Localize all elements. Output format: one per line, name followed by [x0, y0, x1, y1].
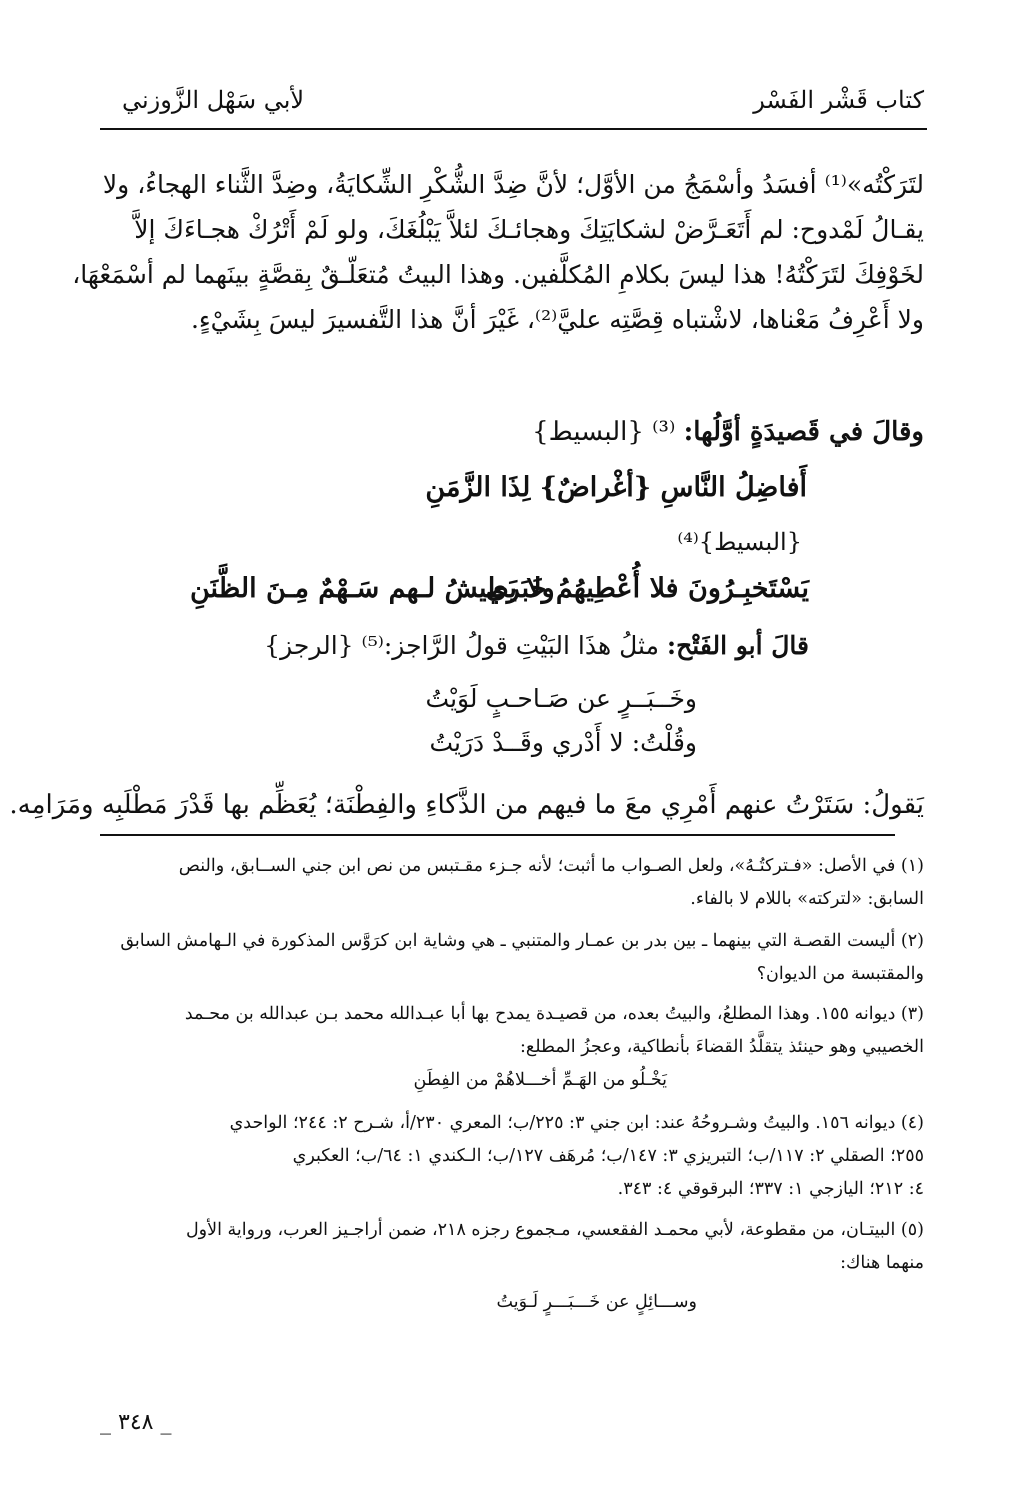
footnote-line: (١) في الأصل: «فـتركتُـهُ»، ولعل الصـواب ما أثبت؛ لأنه جـزء مقـتبس من نص ابن جني الســابق، والنص [178, 856, 924, 876]
abu-alfath-comment [264, 631, 809, 660]
footnote-line: السابق: «لتركته» باللام لا بالفاء. [690, 889, 924, 909]
footnote-3 [94, 998, 924, 1064]
running-header-author: لأبي سَهْل الزَّوزني [122, 86, 305, 114]
footnote-5 [94, 1214, 924, 1280]
footnote-line: الخصيبي وهو حينئذ يتقلَّدُ القضاءَ بأنطاكية، وعجزُ المطلع: [519, 1037, 924, 1057]
paragraph-line: ولا أَعْرِفُ مَعْناها، لاشْتباه قِصَّتِه عليَّ⁽²⁾، غَيْرَ أنَّ هذا التَّفسيرَ ليسَ بِشَيْءٍ. [190, 305, 924, 334]
verse-first-hemistich: يَسْتَخبِـرُونَ فلا أُعْطِيهُمُ خَبَري [485, 573, 809, 604]
poem-intro-meter: ⁽³⁾ {البسيط} [532, 417, 684, 447]
commentator-name: قالَ أبو الفَتْح: [666, 631, 809, 660]
explanation-line: يَقولُ: سَتَرْتُ عنهم أَمْرِي معَ ما فيهم من الذَّكاءِ والفِطْنَة؛ يُعَظِّم بها قَدْرَ مَطْلَبِه ومَرَامِه. [9, 790, 924, 820]
footnote-2 [94, 925, 924, 991]
footnote-1 [94, 850, 924, 916]
verse-opening: أَفاضِلُ النَّاسِ {أغْراضٌ} لِذَا الزَّمَنِ [425, 472, 807, 503]
verse-meter-label: {البسيط}⁽⁴⁾ [677, 528, 802, 556]
poem-intro [532, 417, 924, 447]
footnote-line: والمقتبسة من الديوان؟ [756, 964, 924, 984]
footnote-line: منهما هناك: [840, 1253, 924, 1273]
commentator-text: مثلُ هذَا البَيْتِ قولُ الرَّاجز:⁽⁵⁾ {الرجز} [264, 631, 667, 660]
footnote-rule [100, 834, 895, 836]
paragraph-line: لتَرَكْتُه»⁽¹⁾ أفسَدُ وأسْمَجُ من الأوَّل؛ لأنَّ ضِدَّ الشُّكْرِ الشِّكايَةُ، وضِدَّ الثَّناء الهجاءُ، ولا [102, 170, 924, 199]
rajaz-line-2: وقُلْتُ: لا أَدْري وقَــدْ دَرَيْتُ [429, 728, 697, 757]
rajaz-line-1: وخَــبَــرٍ عن صَـاحـبٍ لَوَيْتُ [425, 684, 697, 713]
footnote-5-verse: وســـائِلٍ عن خَـــبَـــرٍ لَـوَيتُ [496, 1292, 697, 1312]
footnote-3-verse: يَخْـلُو من الهَـمِّ أخـــلاهُمْ من الفِطَنِ [413, 1070, 667, 1090]
poem-intro-heading: وقالَ في قَصيدَةٍ أوَّلُها: [683, 417, 924, 447]
commentary-paragraph [72, 162, 924, 342]
running-header-book-title: كتاب قَشْر الفَسْر [753, 86, 924, 114]
header-rule [100, 128, 927, 130]
footnote-4 [94, 1107, 924, 1206]
footnote-line: (٢) أليست القصـة التي بينهما ـ بين بدر بن عمـار والمتنبي ـ هي وشاية ابن كرَوَّس المذكورة في الـهامش السابق [120, 931, 924, 951]
footnote-line: (٤) ديوانه ١٥٦. والبيتُ وشـروحُهُ عند: ابن جني ٣: ٢٢٥/ب؛ المعري ٢٣٠/أ، شـرح ٢: ٢٤٤؛ الواحدي [229, 1113, 924, 1133]
footnote-line: ٢٥٥؛ الصقلي ٢: ١١٧/ب؛ التبريزي ٣: ١٤٧/ب؛ مُرهَف ١٢٧/ب؛ الـكندي ١: ٦٤/ب؛ العكبري [292, 1146, 924, 1166]
paragraph-line: لخَوْفِكَ لتَرَكْتُهُ! هذا ليسَ بكلامِ المُكلَّفين. وهذا البيتُ مُتعَلّـقٌ بِقصَّةٍ بينَهما لم أسْمَعْهَا، [72, 260, 924, 289]
paragraph-line: يقـالُ لَمْدوح: لم أَتَعَـرَّضْ لشكايَتِكَ وهجائـكَ لئلاَّ يَبْلُغَكَ، ولو لَمْ أَتْرُكْ هجـاءَكَ إلاَّ [134, 215, 924, 244]
footnote-line: (٣) ديوانه ١٥٥. وهذا المطلعُ، والبيتُ بعده، من قصيـدة يمدح بها أبا عبـدالله محمد بـن عبدالله بن محـمد [184, 1004, 924, 1024]
footnote-line: (٥) البيتـان، من مقطوعة، لأبي محمـد الفقعسي، مـجموع رجزه ٢١٨، ضمن أراجـيز العرب، ورواية الأول [185, 1220, 924, 1240]
verse-second-hemistich: ولا يَطيشُ لـهم سَـهْمٌ مِـنَ الظَّنَنِ [190, 573, 555, 604]
footnote-line: ٤: ٢١٢؛ اليازجي ١: ٣٣٧؛ البرقوقي ٤: ٣٤٣. [617, 1179, 924, 1199]
page-number: _ ٣٤٨ _ [100, 1410, 172, 1435]
